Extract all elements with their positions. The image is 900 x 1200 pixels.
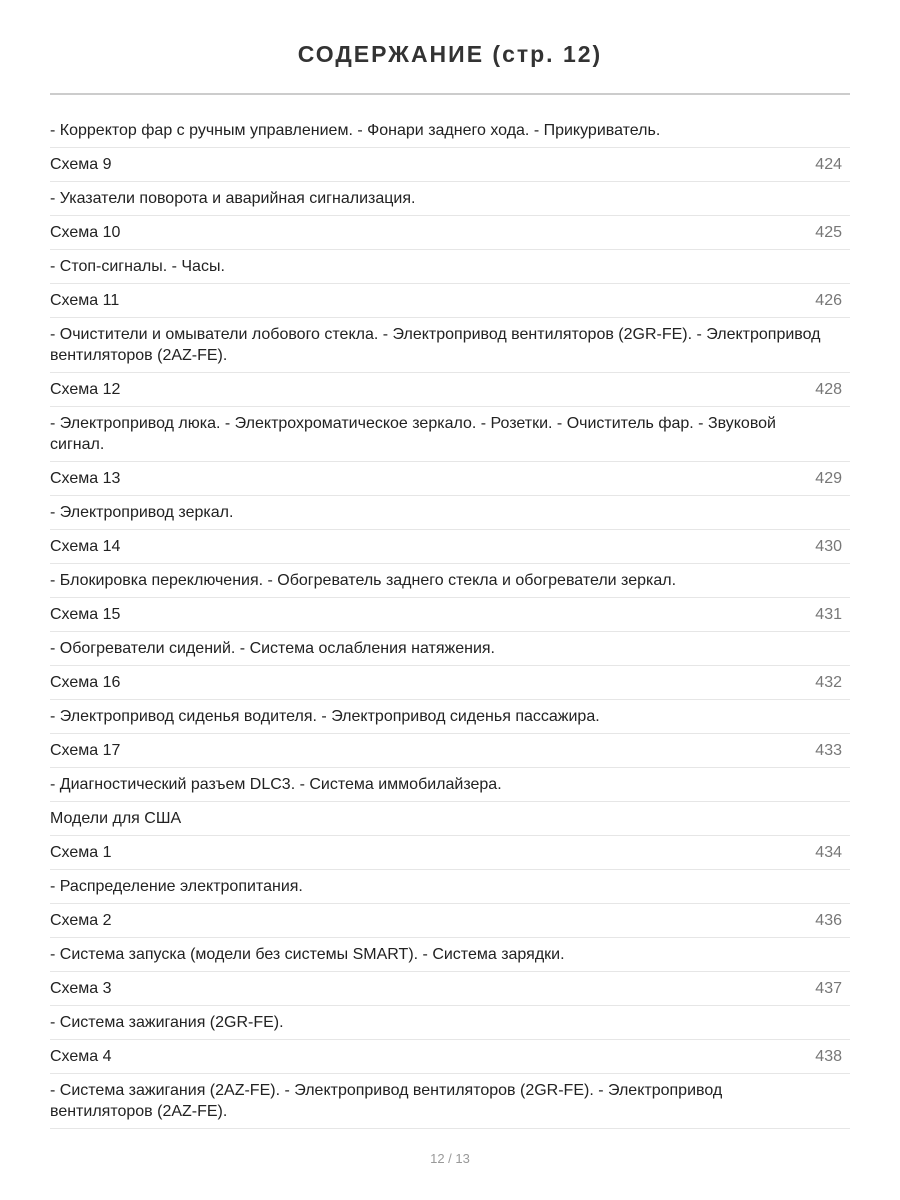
toc-entry-text: Схема 12 <box>50 381 121 398</box>
toc-section-heading <box>50 802 850 836</box>
toc-entry-text: - Распределение электропитания. <box>50 878 303 895</box>
toc-entry[interactable] <box>50 216 850 250</box>
toc-entry[interactable] <box>50 598 850 632</box>
toc-entry-text: - Стоп-сигналы. - Часы. <box>50 258 225 275</box>
toc-entry-text: Схема 10 <box>50 224 121 241</box>
toc-entry-page: 424 <box>815 156 842 173</box>
toc-entry[interactable] <box>50 972 850 1006</box>
toc-entry <box>50 564 850 598</box>
toc-entry <box>50 870 850 904</box>
toc-entry-text: Схема 11 <box>50 292 120 309</box>
toc-entry-text: - Система зажигания (2AZ-FE). - Электропривод вентиляторов (2GR-FE). - Электропривод вентиляторов (2AZ-FE). <box>50 1082 723 1120</box>
toc-entry <box>50 250 850 284</box>
toc-entry <box>50 1006 850 1040</box>
toc-entry[interactable] <box>50 530 850 564</box>
toc-entry-page: 432 <box>815 674 842 691</box>
toc-entry-text: Схема 14 <box>50 538 121 555</box>
toc-entry-text: - Обогреватели сидений. - Система ослабления натяжения. <box>50 640 495 657</box>
toc-entry[interactable] <box>50 666 850 700</box>
toc-entry-text: - Система запуска (модели без системы SMART). - Система зарядки. <box>50 946 565 963</box>
page-number: 12 / 13 <box>430 1151 470 1166</box>
toc-entry <box>50 496 850 530</box>
toc-entry-page: 434 <box>815 844 842 861</box>
toc-entry[interactable] <box>50 734 850 768</box>
toc-entry-text: - Система зажигания (2GR-FE). <box>50 1014 284 1031</box>
toc-entry-text: Схема 9 <box>50 156 112 173</box>
toc-entry-text: Схема 2 <box>50 912 112 929</box>
toc-entry[interactable] <box>50 284 850 318</box>
toc-entry-text: - Блокировка переключения. - Обогреватель заднего стекла и обогреватели зеркал. <box>50 572 677 589</box>
toc-entry-text: - Электропривод люка. - Электрохроматическое зеркало. - Розетки. - Очиститель фар. - Звуковой сигнал. <box>50 415 776 453</box>
toc-entry-page: 428 <box>815 381 842 398</box>
toc-entry <box>50 768 850 802</box>
toc-entry-text: Схема 17 <box>50 742 121 759</box>
toc-entry-text: - Корректор фар с ручным управлением. - Фонари заднего хода. - Прикуриватель. <box>50 122 661 139</box>
toc-entry-text: Схема 16 <box>50 674 121 691</box>
toc-entry-text: Схема 13 <box>50 470 121 487</box>
toc-entry-page: 431 <box>815 606 842 623</box>
toc-entry-text: - Диагностический разъем DLC3. - Система иммобилайзера. <box>50 776 502 793</box>
toc-entry-page: 425 <box>815 224 842 241</box>
toc-entry[interactable] <box>50 462 850 496</box>
toc-entry-page: 429 <box>815 470 842 487</box>
toc-entry-text: - Указатели поворота и аварийная сигнализация. <box>50 190 416 207</box>
toc-entry[interactable] <box>50 836 850 870</box>
toc-entry <box>50 632 850 666</box>
toc-entry-text: Схема 3 <box>50 980 112 997</box>
toc-entry[interactable] <box>50 148 850 182</box>
toc-entry <box>50 114 850 148</box>
toc-entry <box>50 1074 850 1129</box>
toc-entry <box>50 407 850 462</box>
toc-entry[interactable] <box>50 1040 850 1074</box>
toc-entry[interactable] <box>50 904 850 938</box>
toc-entry <box>50 938 850 972</box>
toc-entry-text: Схема 4 <box>50 1048 112 1065</box>
toc-entry-page: 437 <box>815 980 842 997</box>
toc-entry <box>50 700 850 734</box>
toc-entry[interactable] <box>50 373 850 407</box>
toc-entry <box>50 182 850 216</box>
toc-entry-page: 438 <box>815 1048 842 1065</box>
toc-entry-text: - Электропривод сиденья водителя. - Электропривод сиденья пассажира. <box>50 708 600 725</box>
toc-entry-text: - Очистители и омыватели лобового стекла. - Электропривод вентиляторов (2GR-FE). - Электропривод вентиляторов (2AZ-FE). <box>50 326 821 364</box>
toc-entry-page: 426 <box>815 292 842 309</box>
title-divider <box>50 93 850 95</box>
toc-entry-text: Модели для США <box>50 810 182 827</box>
toc-entry-text: Схема 1 <box>50 844 112 861</box>
toc-entry-page: 433 <box>815 742 842 759</box>
toc-entry-text: - Электропривод зеркал. <box>50 504 234 521</box>
toc-entry <box>50 318 850 373</box>
toc-entry-page: 430 <box>815 538 842 555</box>
toc-entry-page: 436 <box>815 912 842 929</box>
toc-entry-text: Схема 15 <box>50 606 121 623</box>
page-title: СОДЕРЖАНИЕ (стр. 12) <box>297 41 603 67</box>
toc-list <box>50 114 850 1129</box>
